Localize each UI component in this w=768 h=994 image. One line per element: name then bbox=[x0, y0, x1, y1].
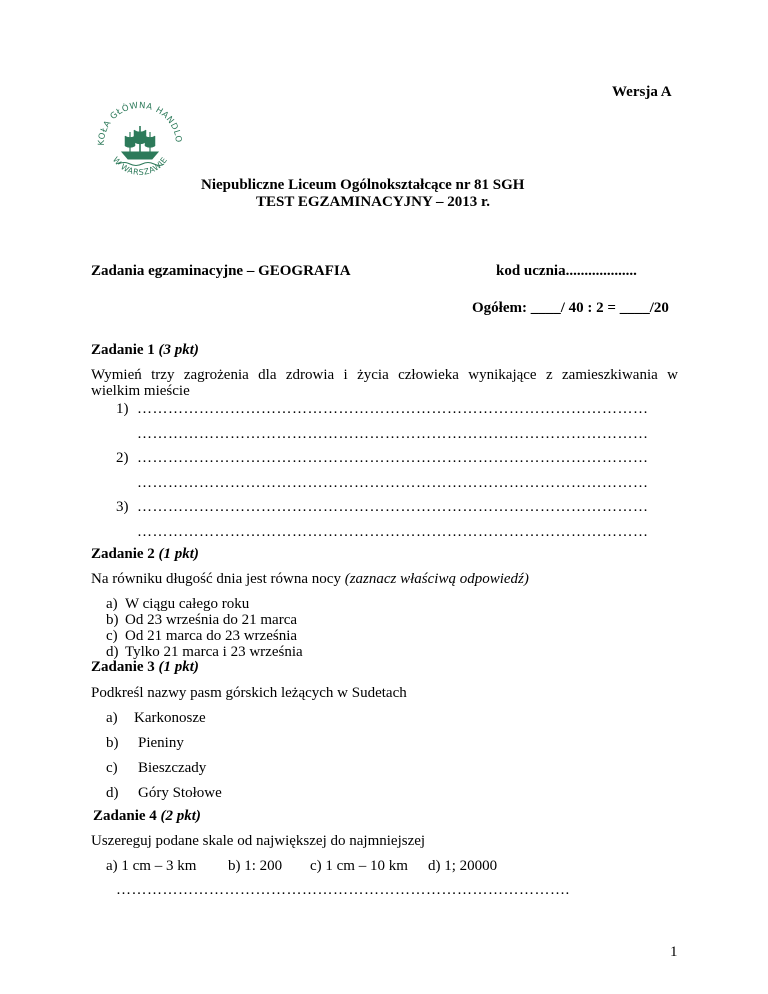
task-1-heading bbox=[91, 342, 199, 359]
task-4-points: (2 pkt) bbox=[160, 808, 201, 824]
task-4-scale-c: c) 1 cm – 10 km bbox=[310, 858, 408, 874]
answer-2-line-a[interactable]: ……………………………………………………………………………………… bbox=[137, 450, 649, 466]
task-4-scale-b: b) 1: 200 bbox=[228, 858, 283, 874]
task-1-question-line1: Wymień trzy zagrożenia dla zdrowia i życia człowieka wynikające z zamieszkiwania w bbox=[91, 367, 678, 383]
option-letter: c) bbox=[106, 760, 118, 776]
answer-3-line-b[interactable]: ……………………………………………………………………………………… bbox=[137, 524, 649, 540]
task-2-heading bbox=[91, 546, 199, 563]
task-3-points: (1 pkt) bbox=[158, 659, 199, 675]
option-text: Od 23 września do 21 marca bbox=[125, 612, 298, 628]
task-3-option-a[interactable] bbox=[106, 710, 206, 727]
task-2-points: (1 pkt) bbox=[158, 546, 199, 562]
task-2-question bbox=[91, 571, 529, 588]
option-text: Od 21 marca do 23 września bbox=[125, 628, 298, 644]
option-letter: c) bbox=[106, 628, 118, 644]
option-letter: b) bbox=[106, 612, 119, 628]
page-number: 1 bbox=[670, 944, 678, 960]
school-name: Niepubliczne Liceum Ogólnokształcące nr 81 SGH bbox=[201, 177, 525, 193]
option-text: W ciągu całego roku bbox=[125, 596, 250, 612]
option-text: Bieszczady bbox=[138, 760, 207, 776]
task-4-question: Uszereguj podane skale od największej do najmniejszej bbox=[91, 833, 426, 849]
task-4-scale-a: a) 1 cm – 3 km bbox=[106, 858, 197, 874]
option-letter: d) bbox=[106, 785, 119, 801]
option-letter: a) bbox=[106, 710, 118, 726]
task-4-title: Zadanie 4 bbox=[93, 808, 157, 824]
task-4-heading bbox=[93, 808, 201, 825]
task-3-option-c[interactable] bbox=[106, 760, 207, 777]
option-letter: a) bbox=[106, 596, 118, 612]
option-text: Tylko 21 marca i 23 września bbox=[125, 644, 303, 660]
task-3-option-d[interactable] bbox=[106, 785, 222, 802]
task-4-scale-d: d) 1; 20000 bbox=[428, 858, 498, 874]
logo-text-top: KOŁA GŁÓWNA HANDLO bbox=[96, 100, 184, 146]
task-2-option-c[interactable] bbox=[106, 628, 298, 645]
test-title: TEST EGZAMINACYJNY – 2013 r. bbox=[256, 194, 491, 210]
school-logo bbox=[90, 92, 190, 192]
ship-emblem-icon bbox=[90, 92, 190, 192]
answer-3-line-a[interactable]: ……………………………………………………………………………………… bbox=[137, 499, 649, 515]
task-2-title: Zadanie 2 bbox=[91, 546, 155, 562]
option-text: Pieniny bbox=[138, 735, 184, 751]
option-letter: b) bbox=[106, 735, 119, 751]
task-2-option-a[interactable] bbox=[106, 596, 250, 613]
logo-text-bottom: W WARSZAWIE bbox=[110, 155, 170, 177]
version-label: Wersja A bbox=[612, 84, 672, 100]
answer-2-line-b[interactable]: ……………………………………………………………………………………… bbox=[137, 475, 649, 491]
answer-3-number: 3) bbox=[116, 499, 129, 515]
subject-title: Zadania egzaminacyjne – GEOGRAFIA bbox=[91, 263, 351, 279]
answer-1-number: 1) bbox=[116, 401, 129, 417]
task-1-title: Zadanie 1 bbox=[91, 342, 155, 358]
answer-1-line-a[interactable]: ……………………………………………………………………………………… bbox=[137, 401, 649, 417]
task-4-answer-line[interactable]: ……………………………………………………………………………. bbox=[116, 882, 570, 898]
option-text: Karkonosze bbox=[134, 710, 206, 726]
task-3-option-b[interactable] bbox=[106, 735, 184, 752]
score-line: Ogółem: ____/ 40 : 2 = ____/20 bbox=[472, 300, 669, 316]
answer-2-number: 2) bbox=[116, 450, 129, 466]
task-3-heading bbox=[91, 659, 199, 676]
option-letter: d) bbox=[106, 644, 119, 660]
task-2-question-text: Na równiku długość dnia jest równa nocy bbox=[91, 571, 341, 587]
task-2-option-b[interactable] bbox=[106, 612, 298, 629]
answer-1-line-b[interactable]: ……………………………………………………………………………………… bbox=[137, 426, 649, 442]
student-code-field: kod ucznia................... bbox=[496, 263, 637, 279]
task-2-hint: (zaznacz właściwą odpowiedź) bbox=[344, 571, 529, 587]
task-3-title: Zadanie 3 bbox=[91, 659, 155, 675]
task-1-question-line2: wielkim mieście bbox=[91, 383, 190, 399]
option-text: Góry Stołowe bbox=[138, 785, 222, 801]
task-1-points: (3 pkt) bbox=[158, 342, 199, 358]
task-3-question: Podkreśl nazwy pasm górskich leżących w Sudetach bbox=[91, 685, 407, 701]
